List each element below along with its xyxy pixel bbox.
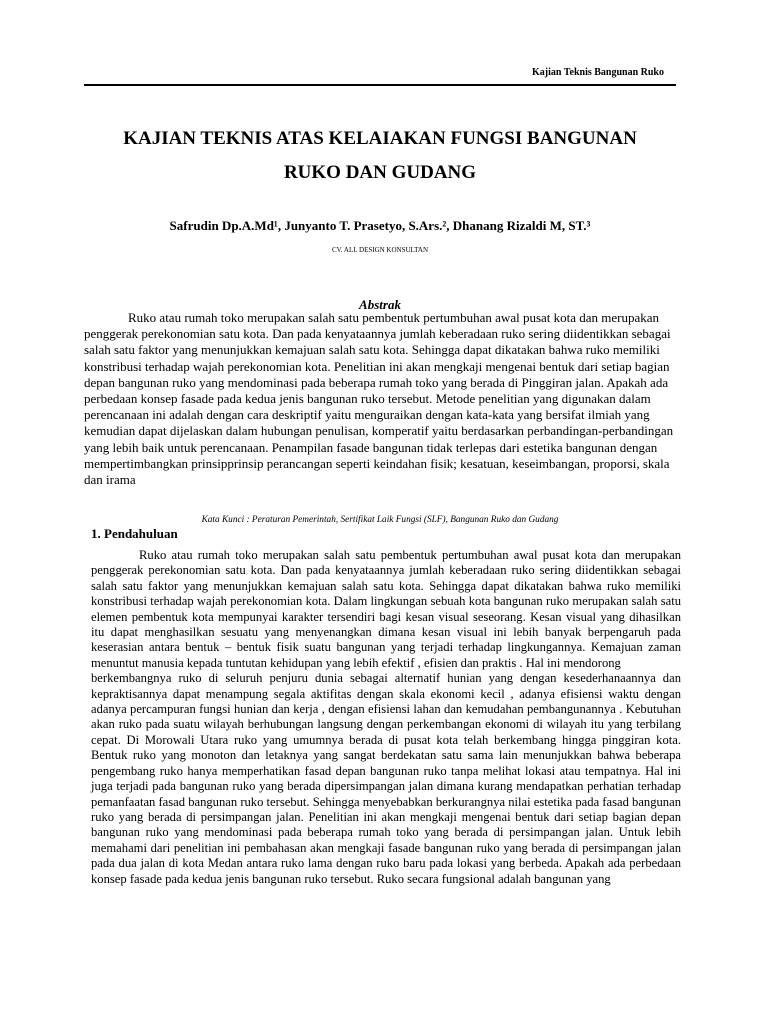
paper-title: [84, 128, 676, 184]
affiliation: CV. ALL DESIGN KONSULTAN: [331, 246, 429, 254]
abstract-heading: Abstrak: [359, 297, 401, 312]
author-list: Safrudin Dp.A.Md¹, Junyanto T. Prasetyo, S.Ars.², Dhanang Rizaldi M, ST.³: [169, 218, 591, 233]
title-line-2: RUKO DAN GUDANG: [283, 162, 477, 183]
body-paragraph: Ruko atau rumah toko merupakan salah satu pembentuk pertumbuhan awal pusat kota dan merupakan penggerak perekonomian satu kota. Dan pada kenyataannya jumlah keberadaan ruko sering diidentikkan sebagai salah satu faktor yang menunjukkan kemajuan salah satu kota. Sehingga dapat dikatakan bahwa ruko memiliki konstribusi terhadap wajah perekonomian kota. Dalam lingkungan sebuah kota bangunan ruko merupakan salah satu elemen pembentuk kota mempunyai karakter tersendiri bagi kesan visual seseorang. Kesan visual yang dihasilkan itu dapat menghasilkan sesuatu yang menyenangkan dimana kesan visual ini lebih banyak berpengaruh pada keserasian antara bentuk – bentuk fisik suatu bangunan yang terjadi terhadap lingkungannya. Kemajuan zaman menuntut manusia kepada tuntutan kehidupan yang lebih efektif , efisien dan praktis . Hal ini mendorong: [91, 548, 681, 670]
running-header: Kajian Teknis Bangunan Ruko: [531, 67, 664, 78]
abstract-text: Ruko atau rumah toko merupakan salah satu pembentuk pertumbuhan awal pusat kota dan merupakan penggerak perekonomian satu kota. Dan pada kenyataannya jumlah keberadaan ruko sering diidentikkan sebagai salah satu faktor yang menunjukkan kemajuan salah satu kota. Sehingga dapat dikatakan bahwa ruko memiliki konstribusi terhadap wajah perekonomian kota. Penelitian ini akan mengkaji mengenai bentuk dari setiap bagian depan bangunan ruko yang mendominasi pada beberapa rumah toko yang berada di Pinggiran jalan. Apakah ada perbedaan konsep fasade pada kedua jenis bangunan ruko tersebut. Metode penelitian yang digunakan dalam perencanaan ini adalah dengan cara deskriptif yaitu menguraikan dengan kata-kata yang bersifat ilmiah yang kemudian dapat dijelaskan dalam hubungan penulisan, komperatif yaitu berdasarkan perbandingan-perbandingan yang lebih baik untuk perencanaan. Penampilan fasade bangunan tidak terlepas dari estetika bangunan dengan mempertimbangkan prinsipprinsip perancangan seperti keindahan fisik; kesatuan, keseimbangan, proporsi, skala dan irama: [84, 310, 674, 488]
body-paragraph: berkembangnya ruko di seluruh penjuru dunia sebagai alternatif hunian yang dengan kesederhanaannya dan kepraktisannya dapat menampung segala aktifitas dengan skala ekonomi kecil , adanya efisiensi waktu dengan adanya percampuran fungsi hunian dan kerja , dengan efisiensi lahan dan kemudahan pembangunannya . Kebutuhan akan ruko pada suatu wilayah berhubungan langsung dengan perkembangan ekonomi di wilayah itu yang terbilang cepat. Di Morowali Utara ruko yang umumnya berada di pusat kota telah berkembang hingga pinggiran kota. Bentuk ruko yang monoton dan letaknya yang sangat berdekatan satu sama lain menunjukkan bahwa beberapa pengembang ruko hanya memperhatikan fasad depan bangunan ruko tanpa melihat lokasi atau tempatnya. Hal ini juga terjadi pada bangunan ruko yang berada dipersimpangan jalan dimana kurang mendapatkan perhatian terhadap pemanfaatan fasad bangunan ruko tersebut. Sehingga menyebabkan berkurangnya nilai estetika pada fasad bangunan ruko yang berada di persimpangan jalan. Penelitian ini akan mengkaji mengenai bentuk dari setiap bagian depan bangunan ruko yang mendominasi pada beberapa rumah toko yang berada di persimpangan jalan. Untuk lebih memahami dari penelitian ini pembahasan akan mengkaji fasade bangunan ruko yang berada di persimpangan jalan pada dua jalan di kota Medan antara ruko lama dengan ruko baru pada lokasi yang berbeda. Apakah ada perbedaan konsep fasade pada kedua jenis bangunan ruko tersebut. Ruko secara fungsional adalah bangunan yang: [91, 671, 681, 886]
keywords: Kata Kunci : Peraturan Pemerintah, Sertifikat Laik Fungsi (SLF), Bangunan Ruko dan Gudang: [201, 515, 559, 525]
section-heading: 1. Pendahuluan: [91, 526, 178, 541]
title-line-1: KAJIAN TEKNIS ATAS KELAIAKAN FUNGSI BANGUNAN: [123, 128, 637, 149]
header-rule: [84, 84, 676, 86]
section-body: [91, 548, 681, 887]
